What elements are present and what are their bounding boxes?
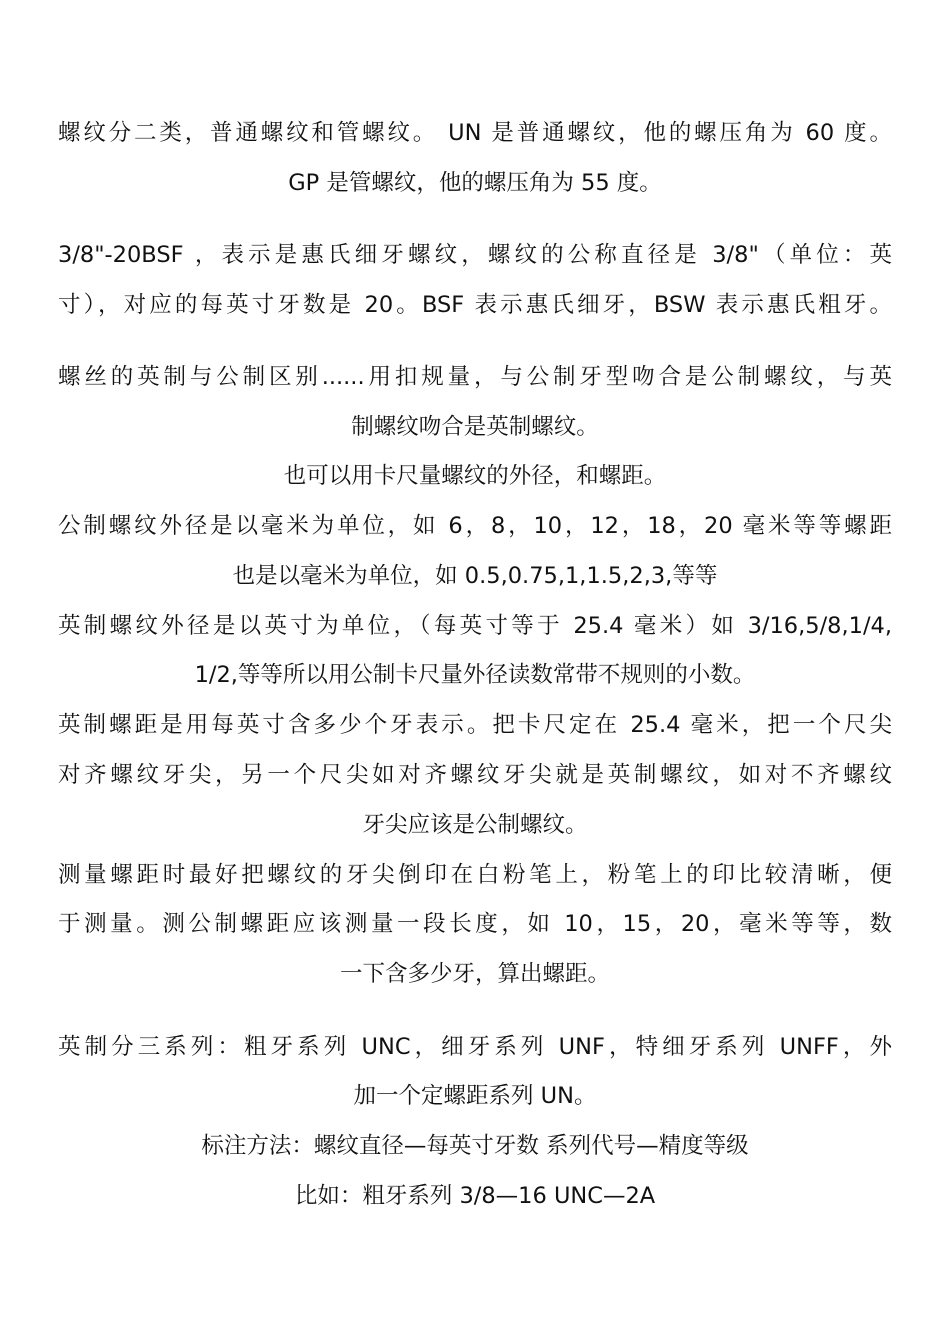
text-line: 螺丝的英制与公制区别......用扣规量，与公制牙型吻合是公制螺纹，与英 bbox=[58, 364, 892, 390]
text-line: 3/8"-20BSF ，表示是惠氏细牙螺纹，螺纹的公称直径是 3/8"（单位：英 bbox=[58, 242, 892, 268]
text-line: 英制分三系列：粗牙系列 UNC，细牙系列 UNF，特细牙系列 UNFF，外 bbox=[58, 1034, 892, 1060]
text-line: 螺纹分二类，普通螺纹和管螺纹。 UN 是普通螺纹，他的螺压角为 60 度。 bbox=[58, 120, 892, 146]
text-line: 也是以毫米为单位，如 0.5,0.75,1,1.5,2,3,等等 bbox=[232, 563, 718, 589]
text-line: 对齐螺纹牙尖，另一个尺尖如对齐螺纹牙尖就是英制螺纹，如对不齐螺纹 bbox=[58, 762, 892, 788]
text-line: 寸），对应的每英寸牙数是 20。BSF 表示惠氏细牙，BSW 表示惠氏粗牙。 bbox=[58, 292, 892, 318]
text-line: 制螺纹吻合是英制螺纹。 bbox=[351, 414, 599, 440]
text-line: 1/2,等等所以用公制卡尺量外径读数常带不规则的小数。 bbox=[194, 662, 756, 688]
text-line: 比如：粗牙系列 3/8—16 UNC—2A bbox=[294, 1183, 656, 1209]
text-line: 英制螺距是用每英寸含多少个牙表示。把卡尺定在 25.4 毫米，把一个尺尖 bbox=[58, 712, 892, 738]
text-line: 测量螺距时最好把螺纹的牙尖倒印在白粉笔上，粉笔上的印比较清晰，便 bbox=[58, 862, 892, 888]
text-line: GP 是管螺纹，他的螺压角为 55 度。 bbox=[288, 170, 662, 196]
text-line: 牙尖应该是公制螺纹。 bbox=[362, 812, 588, 838]
text-line: 于测量。测公制螺距应该测量一段长度，如 10，15，20，毫米等等，数 bbox=[58, 911, 892, 937]
text-line: 公制螺纹外径是以毫米为单位，如 6，8，10，12，18，20 毫米等等螺距 bbox=[58, 513, 892, 539]
text-line: 标注方法：螺纹直径—每英寸牙数 系列代号—精度等级 bbox=[201, 1133, 749, 1159]
text-line: 也可以用卡尺量螺纹的外径，和螺距。 bbox=[283, 463, 667, 489]
text-line: 加一个定螺距系列 UN。 bbox=[353, 1083, 597, 1109]
text-line: 英制螺纹外径是以英寸为单位，（每英寸等于 25.4 毫米）如 3/16,5/8,1/4, bbox=[58, 613, 892, 639]
text-line: 一下含多少牙，算出螺距。 bbox=[339, 961, 610, 987]
